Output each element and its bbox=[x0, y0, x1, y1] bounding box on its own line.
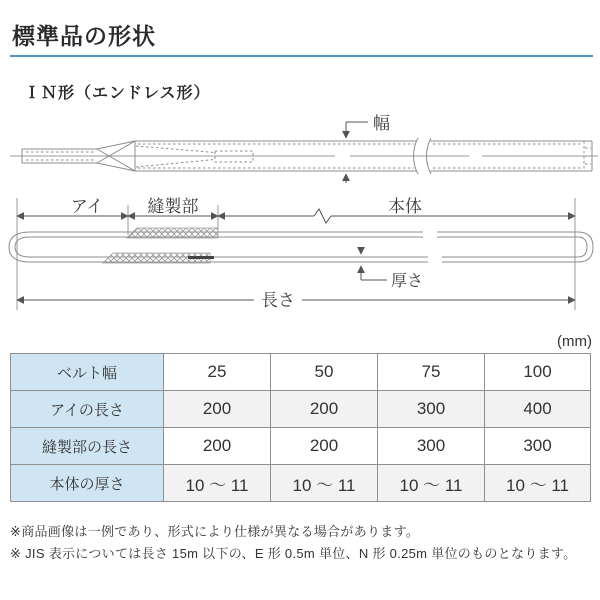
belt-diagram bbox=[0, 108, 600, 318]
cell-eye-length-3: 300 bbox=[378, 391, 485, 428]
cell-eye-length-4: 400 bbox=[485, 391, 591, 428]
section-title: ＩＮ形（エンドレス形） bbox=[24, 85, 211, 102]
row-label-sewing-length: 縫製部の長さ bbox=[11, 428, 164, 465]
cell-sewing-length-4: 300 bbox=[485, 428, 591, 465]
note-jis: ※ JIS 表示については長さ 15m 以下の、E 形 0.5m 単位、N 形 0.25m 単位のものとなります。 bbox=[10, 546, 577, 561]
cell-body-thickness-1: 10 ～ 11 bbox=[164, 465, 271, 502]
sewing-label: 縫製部 bbox=[147, 197, 199, 216]
cell-belt-width-25: 25 bbox=[164, 354, 271, 391]
cell-belt-width-75: 75 bbox=[378, 354, 485, 391]
table-row bbox=[11, 428, 591, 465]
table-row bbox=[11, 354, 591, 391]
cell-eye-length-1: 200 bbox=[164, 391, 271, 428]
note-product-image: ※商品画像は一例であり、形式により仕様が異なる場合があります。 bbox=[10, 524, 420, 539]
unit-label: (mm) bbox=[557, 333, 592, 350]
thickness-label: 厚さ bbox=[391, 273, 424, 290]
sewing-hatch bbox=[103, 228, 218, 263]
width-label: 幅 bbox=[373, 114, 390, 133]
cell-belt-width-100: 100 bbox=[485, 354, 591, 391]
row-label-belt-width: ベルト幅 bbox=[11, 354, 164, 391]
cell-body-thickness-4: 10 ～ 11 bbox=[485, 465, 591, 502]
row-label-eye-length: アイの長さ bbox=[11, 391, 164, 428]
length-label: 長さ bbox=[261, 291, 295, 310]
cell-sewing-length-1: 200 bbox=[164, 428, 271, 465]
cell-sewing-length-3: 300 bbox=[378, 428, 485, 465]
cell-belt-width-50: 50 bbox=[271, 354, 378, 391]
eye-label: アイ bbox=[70, 197, 104, 216]
width-dimension bbox=[346, 122, 368, 183]
page-title: 標準品の形状 bbox=[12, 23, 156, 49]
loop-outline bbox=[9, 232, 593, 262]
cell-sewing-length-2: 200 bbox=[271, 428, 378, 465]
body-label: 本体 bbox=[388, 197, 422, 216]
cell-eye-length-2: 200 bbox=[271, 391, 378, 428]
table-row bbox=[11, 391, 591, 428]
title-divider bbox=[10, 55, 593, 57]
plan-view bbox=[10, 114, 598, 183]
cell-body-thickness-2: 10 ～ 11 bbox=[271, 465, 378, 502]
side-view bbox=[9, 197, 593, 310]
cell-body-thickness-3: 10 ～ 11 bbox=[378, 465, 485, 502]
row-label-body-thickness: 本体の厚さ bbox=[11, 465, 164, 502]
thickness-dimension bbox=[361, 247, 387, 280]
table-row bbox=[11, 465, 591, 502]
spec-table bbox=[10, 353, 591, 502]
